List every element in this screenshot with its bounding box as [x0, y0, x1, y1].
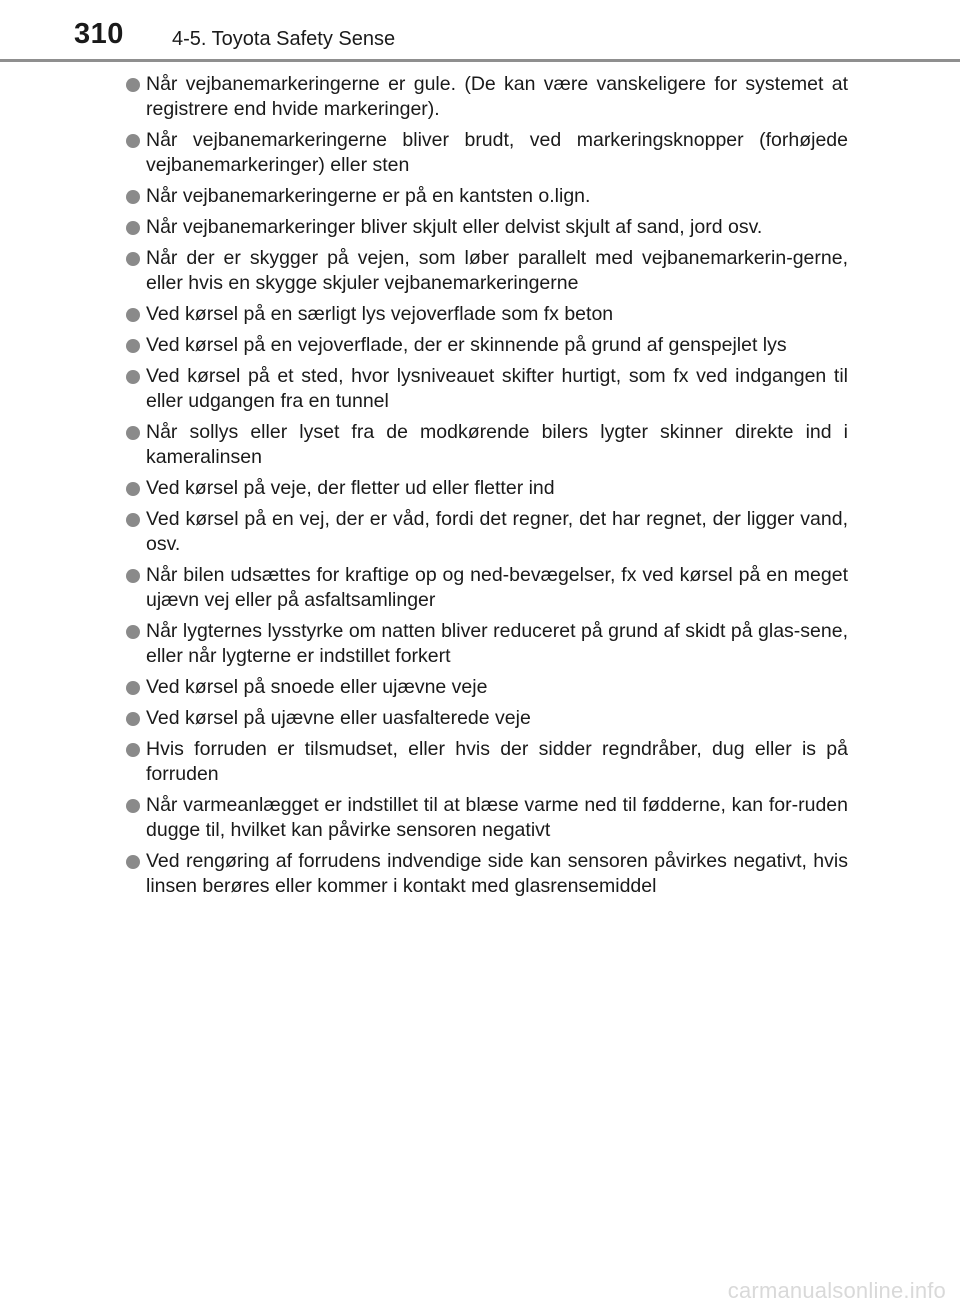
list-item-text: Ved kørsel på et sted, hvor lysniveauet skifter hurtigt, som fx ved indgangen til eller udgangen fra en tunnel [146, 365, 848, 412]
list-item [124, 302, 848, 327]
bullet-icon [126, 569, 140, 583]
bullet-icon [126, 799, 140, 813]
list-item-text: Hvis forruden er tilsmudset, eller hvis der sidder regndråber, dug eller is på forruden [146, 738, 848, 785]
list-item-text: Når vejbanemarkeringerne bliver brudt, ved markeringsknopper (forhøjede vejbanemarkeringer) eller sten [146, 129, 848, 176]
list-item-text: Ved kørsel på en særligt lys vejoverflade som fx beton [146, 303, 614, 325]
bullet-icon [126, 681, 140, 695]
list-item-text: Når der er skygger på vejen, som løber parallelt med vejbanemarkerin-gerne, eller hvis en skygge skjuler vejbanemarkeringerne [146, 247, 848, 294]
list-item-text: Når sollys eller lyset fra de modkørende bilers lygter skinner direkte ind i kameralinsen [146, 421, 848, 468]
bullet-icon [126, 370, 140, 384]
list-item [124, 246, 848, 296]
bullet-icon [126, 308, 140, 322]
list-item [124, 128, 848, 178]
list-item [124, 476, 848, 501]
list-item-text: Når bilen udsættes for kraftige op og ned-bevægelser, fx ved kørsel på en meget ujævn vej eller på asfaltsamlinger [146, 564, 848, 611]
list-item [124, 675, 848, 700]
list-item [124, 849, 848, 899]
page-header [0, 0, 960, 62]
bullet-icon [126, 221, 140, 235]
bullet-icon [126, 426, 140, 440]
list-item-text: Når varmeanlægget er indstillet til at blæse varme ned til fødderne, kan for-ruden dugge til, hvilket kan påvirke sensoren negativt [146, 794, 848, 841]
bullet-icon [126, 712, 140, 726]
list-item-text: Ved kørsel på ujævne eller uasfalterede veje [146, 707, 531, 729]
watermark: carmanualsonline.info [727, 1278, 946, 1303]
list-item-text: Når vejbanemarkeringer bliver skjult eller delvist skjult af sand, jord osv. [146, 216, 763, 238]
list-item-text: Ved kørsel på en vej, der er våd, fordi det regner, det har regnet, der ligger vand, osv. [146, 508, 848, 555]
condition-list [124, 72, 848, 905]
list-item-text: Når lygternes lysstyrke om natten bliver reduceret på grund af skidt på glas-sene, eller når lygterne er indstillet forkert [146, 620, 848, 667]
list-item [124, 364, 848, 414]
list-item [124, 72, 848, 122]
list-item [124, 333, 848, 358]
list-item-text: Når vejbanemarkeringerne er på en kantsten o.lign. [146, 185, 591, 207]
bullet-icon [126, 855, 140, 869]
list-item-text: Ved kørsel på en vejoverflade, der er skinnende på grund af genspejlet lys [146, 334, 787, 356]
list-item [124, 563, 848, 613]
list-item [124, 619, 848, 669]
bullet-icon [126, 252, 140, 266]
bullet-icon [126, 134, 140, 148]
bullet-icon [126, 339, 140, 353]
list-item [124, 706, 848, 731]
page-number: 310 [74, 18, 124, 50]
list-item [124, 737, 848, 787]
list-item-text: Ved rengøring af forrudens indvendige side kan sensoren påvirkes negativt, hvis linsen berøres eller kommer i kontakt med glasrensemiddel [146, 850, 848, 897]
bullet-icon [126, 78, 140, 92]
list-item [124, 215, 848, 240]
list-item [124, 793, 848, 843]
header-divider [0, 59, 960, 62]
list-item [124, 184, 848, 209]
section-title: 4-5. Toyota Safety Sense [172, 28, 396, 50]
bullet-icon [126, 482, 140, 496]
list-item [124, 507, 848, 557]
bullet-icon [126, 513, 140, 527]
bullet-icon [126, 190, 140, 204]
list-item-text: Ved kørsel på snoede eller ujævne veje [146, 676, 488, 698]
bullet-icon [126, 743, 140, 757]
list-item-text: Ved kørsel på veje, der fletter ud eller fletter ind [146, 477, 555, 499]
list-item [124, 420, 848, 470]
bullet-icon [126, 625, 140, 639]
list-item-text: Når vejbanemarkeringerne er gule. (De kan være vanskeligere for systemet at registrere end hvide markeringer). [146, 73, 848, 120]
